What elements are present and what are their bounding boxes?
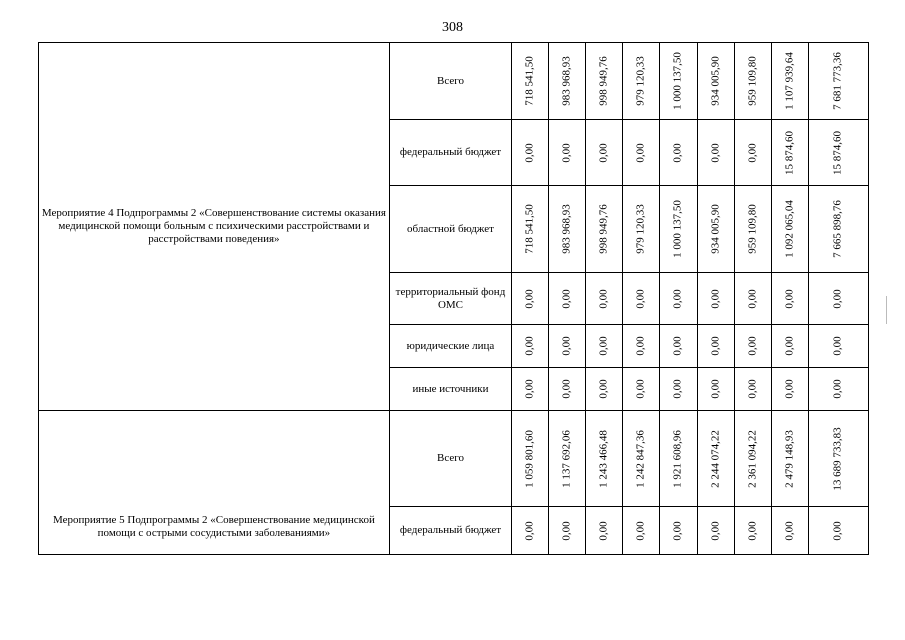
funding-source: федеральный бюджет — [389, 120, 511, 186]
amount-value: 1 107 939,64 — [783, 52, 796, 110]
amount-value: 979 120,33 — [634, 56, 647, 106]
amount-cell — [586, 186, 623, 273]
amount-cell — [549, 43, 586, 120]
amount-cell — [660, 411, 697, 507]
amount-cell — [512, 186, 549, 273]
amount-value: 0,00 — [560, 142, 573, 163]
amount-cell — [771, 411, 808, 507]
amount-value: 0,00 — [634, 288, 647, 309]
amount-value: 2 479 148,93 — [783, 429, 796, 488]
amount-cell — [771, 186, 808, 273]
amount-value: 1 059 801,60 — [523, 429, 536, 488]
amount-cell — [697, 43, 734, 120]
amount-value: 0,00 — [746, 336, 759, 356]
amount-cell — [660, 120, 697, 186]
amount-cell — [549, 273, 586, 325]
amount-cell — [586, 507, 623, 555]
amount-value: 1 921 608,96 — [671, 429, 684, 488]
amount-cell — [512, 120, 549, 186]
amount-cell — [512, 368, 549, 411]
amount-value: 15 874,60 — [783, 130, 796, 175]
amount-cell — [734, 325, 771, 368]
amount-cell — [808, 411, 868, 507]
amount-value: 0,00 — [831, 379, 844, 399]
amount-value: 0,00 — [709, 336, 722, 356]
amount-value: 15 874,60 — [831, 130, 844, 175]
amount-value: 959 109,80 — [746, 56, 759, 106]
amount-cell — [623, 43, 660, 120]
amount-cell — [697, 325, 734, 368]
amount-cell — [808, 507, 868, 555]
table-body — [39, 43, 869, 555]
budget-table — [38, 42, 869, 555]
amount-cell — [808, 186, 868, 273]
amount-value: 718 541,50 — [523, 204, 536, 254]
amount-cell — [734, 43, 771, 120]
amount-cell — [771, 325, 808, 368]
amount-cell — [660, 368, 697, 411]
amount-value: 0,00 — [783, 288, 796, 309]
amount-cell — [808, 368, 868, 411]
funding-source: Всего — [389, 43, 511, 120]
amount-cell — [771, 43, 808, 120]
amount-cell — [660, 507, 697, 555]
amount-value: 0,00 — [523, 336, 536, 356]
amount-value: 0,00 — [597, 288, 610, 309]
amount-value: 0,00 — [709, 142, 722, 163]
amount-value: 0,00 — [634, 336, 647, 356]
amount-value: 7 665 898,76 — [831, 200, 844, 258]
measure-title: Мероприятие 4 Подпрограммы 2 «Совершенствование системы оказания медицинской помощи больным с психическими расстройствами и расстройствами поведения» — [39, 43, 390, 411]
amount-value: 0,00 — [783, 379, 796, 399]
amount-cell — [734, 411, 771, 507]
amount-cell — [512, 325, 549, 368]
amount-value: 0,00 — [746, 520, 759, 541]
amount-value: 0,00 — [671, 336, 684, 356]
amount-cell — [771, 273, 808, 325]
amount-value: 1 242 847,36 — [634, 429, 647, 488]
amount-cell — [512, 43, 549, 120]
table-row — [39, 411, 869, 507]
amount-cell — [586, 273, 623, 325]
measure-title: Мероприятие 5 Подпрограммы 2 «Совершенствование медицинской помощи с острыми сосудистыми заболеваниями» — [39, 411, 390, 555]
amount-cell — [808, 325, 868, 368]
amount-value: 0,00 — [560, 379, 573, 399]
amount-value: 0,00 — [671, 379, 684, 399]
amount-value: 959 109,80 — [746, 204, 759, 254]
amount-cell — [734, 368, 771, 411]
amount-cell — [623, 186, 660, 273]
amount-value: 0,00 — [783, 520, 796, 541]
amount-cell — [734, 186, 771, 273]
amount-cell — [512, 507, 549, 555]
amount-value: 0,00 — [671, 288, 684, 309]
page-number: 308 — [442, 20, 463, 35]
amount-cell — [697, 411, 734, 507]
funding-source: Всего — [389, 411, 511, 507]
amount-value: 0,00 — [831, 520, 844, 541]
amount-value: 1 243 466,48 — [597, 429, 610, 488]
amount-value: 0,00 — [597, 336, 610, 356]
amount-cell — [586, 120, 623, 186]
amount-value: 934 005,90 — [709, 204, 722, 254]
amount-cell — [660, 273, 697, 325]
amount-cell — [549, 411, 586, 507]
amount-cell — [808, 273, 868, 325]
amount-cell — [549, 120, 586, 186]
amount-value: 7 681 773,36 — [831, 52, 844, 110]
amount-value: 1 000 137,50 — [671, 52, 684, 110]
amount-cell — [623, 120, 660, 186]
amount-cell — [808, 120, 868, 186]
amount-cell — [586, 368, 623, 411]
amount-cell — [623, 325, 660, 368]
amount-value: 0,00 — [523, 142, 536, 163]
amount-value: 0,00 — [597, 142, 610, 163]
funding-source: юридические лица — [389, 325, 511, 368]
amount-value: 998 949,76 — [597, 204, 610, 254]
table-row — [39, 43, 869, 120]
funding-source: федеральный бюджет — [389, 507, 511, 555]
amount-value: 1 092 065,04 — [783, 200, 796, 258]
amount-cell — [660, 186, 697, 273]
amount-value: 0,00 — [634, 379, 647, 399]
amount-value: 0,00 — [831, 336, 844, 356]
amount-cell — [549, 186, 586, 273]
amount-value: 0,00 — [560, 336, 573, 356]
amount-value: 0,00 — [634, 520, 647, 541]
amount-cell — [808, 43, 868, 120]
amount-value: 0,00 — [746, 288, 759, 309]
amount-value: 998 949,76 — [597, 56, 610, 106]
amount-value: 718 541,50 — [523, 56, 536, 106]
amount-cell — [512, 411, 549, 507]
amount-value: 0,00 — [597, 520, 610, 541]
amount-value: 0,00 — [831, 288, 844, 309]
amount-cell — [549, 325, 586, 368]
amount-cell — [697, 273, 734, 325]
amount-value: 0,00 — [634, 142, 647, 163]
amount-cell — [623, 507, 660, 555]
amount-value: 0,00 — [671, 520, 684, 541]
amount-cell — [586, 43, 623, 120]
scan-edge-mark — [886, 296, 887, 324]
amount-cell — [623, 368, 660, 411]
amount-cell — [734, 120, 771, 186]
amount-value: 0,00 — [523, 379, 536, 399]
amount-cell — [771, 368, 808, 411]
amount-cell — [660, 43, 697, 120]
amount-cell — [697, 120, 734, 186]
amount-cell — [660, 325, 697, 368]
amount-value: 0,00 — [597, 379, 610, 399]
amount-value: 983 968,93 — [560, 204, 573, 254]
amount-value: 0,00 — [709, 520, 722, 541]
amount-value: 934 005,90 — [709, 56, 722, 106]
amount-value: 0,00 — [523, 520, 536, 541]
amount-cell — [549, 368, 586, 411]
amount-value: 979 120,33 — [634, 204, 647, 254]
amount-cell — [697, 368, 734, 411]
amount-cell — [697, 186, 734, 273]
amount-cell — [623, 411, 660, 507]
amount-cell — [586, 325, 623, 368]
amount-value: 0,00 — [560, 520, 573, 541]
amount-value: 983 968,93 — [560, 56, 573, 106]
amount-value: 2 244 074,22 — [709, 429, 722, 488]
amount-value: 0,00 — [746, 379, 759, 399]
funding-source: территориальный фонд ОМС — [389, 273, 511, 325]
amount-cell — [734, 507, 771, 555]
amount-value: 0,00 — [671, 142, 684, 163]
amount-cell — [771, 507, 808, 555]
amount-cell — [586, 411, 623, 507]
amount-value: 0,00 — [709, 379, 722, 399]
amount-cell — [512, 273, 549, 325]
amount-value: 1 137 692,06 — [560, 429, 573, 488]
amount-cell — [697, 507, 734, 555]
amount-cell — [771, 120, 808, 186]
amount-value: 2 361 094,22 — [746, 429, 759, 488]
amount-value: 0,00 — [560, 288, 573, 309]
amount-cell — [734, 273, 771, 325]
amount-value: 0,00 — [783, 336, 796, 356]
funding-source: областной бюджет — [389, 186, 511, 273]
amount-cell — [549, 507, 586, 555]
amount-value: 0,00 — [746, 142, 759, 163]
amount-value: 0,00 — [709, 288, 722, 309]
amount-cell — [623, 273, 660, 325]
amount-value: 1 000 137,50 — [671, 200, 684, 258]
amount-value: 0,00 — [523, 288, 536, 309]
amount-value: 13 689 733,83 — [831, 426, 844, 491]
funding-source: иные источники — [389, 368, 511, 411]
